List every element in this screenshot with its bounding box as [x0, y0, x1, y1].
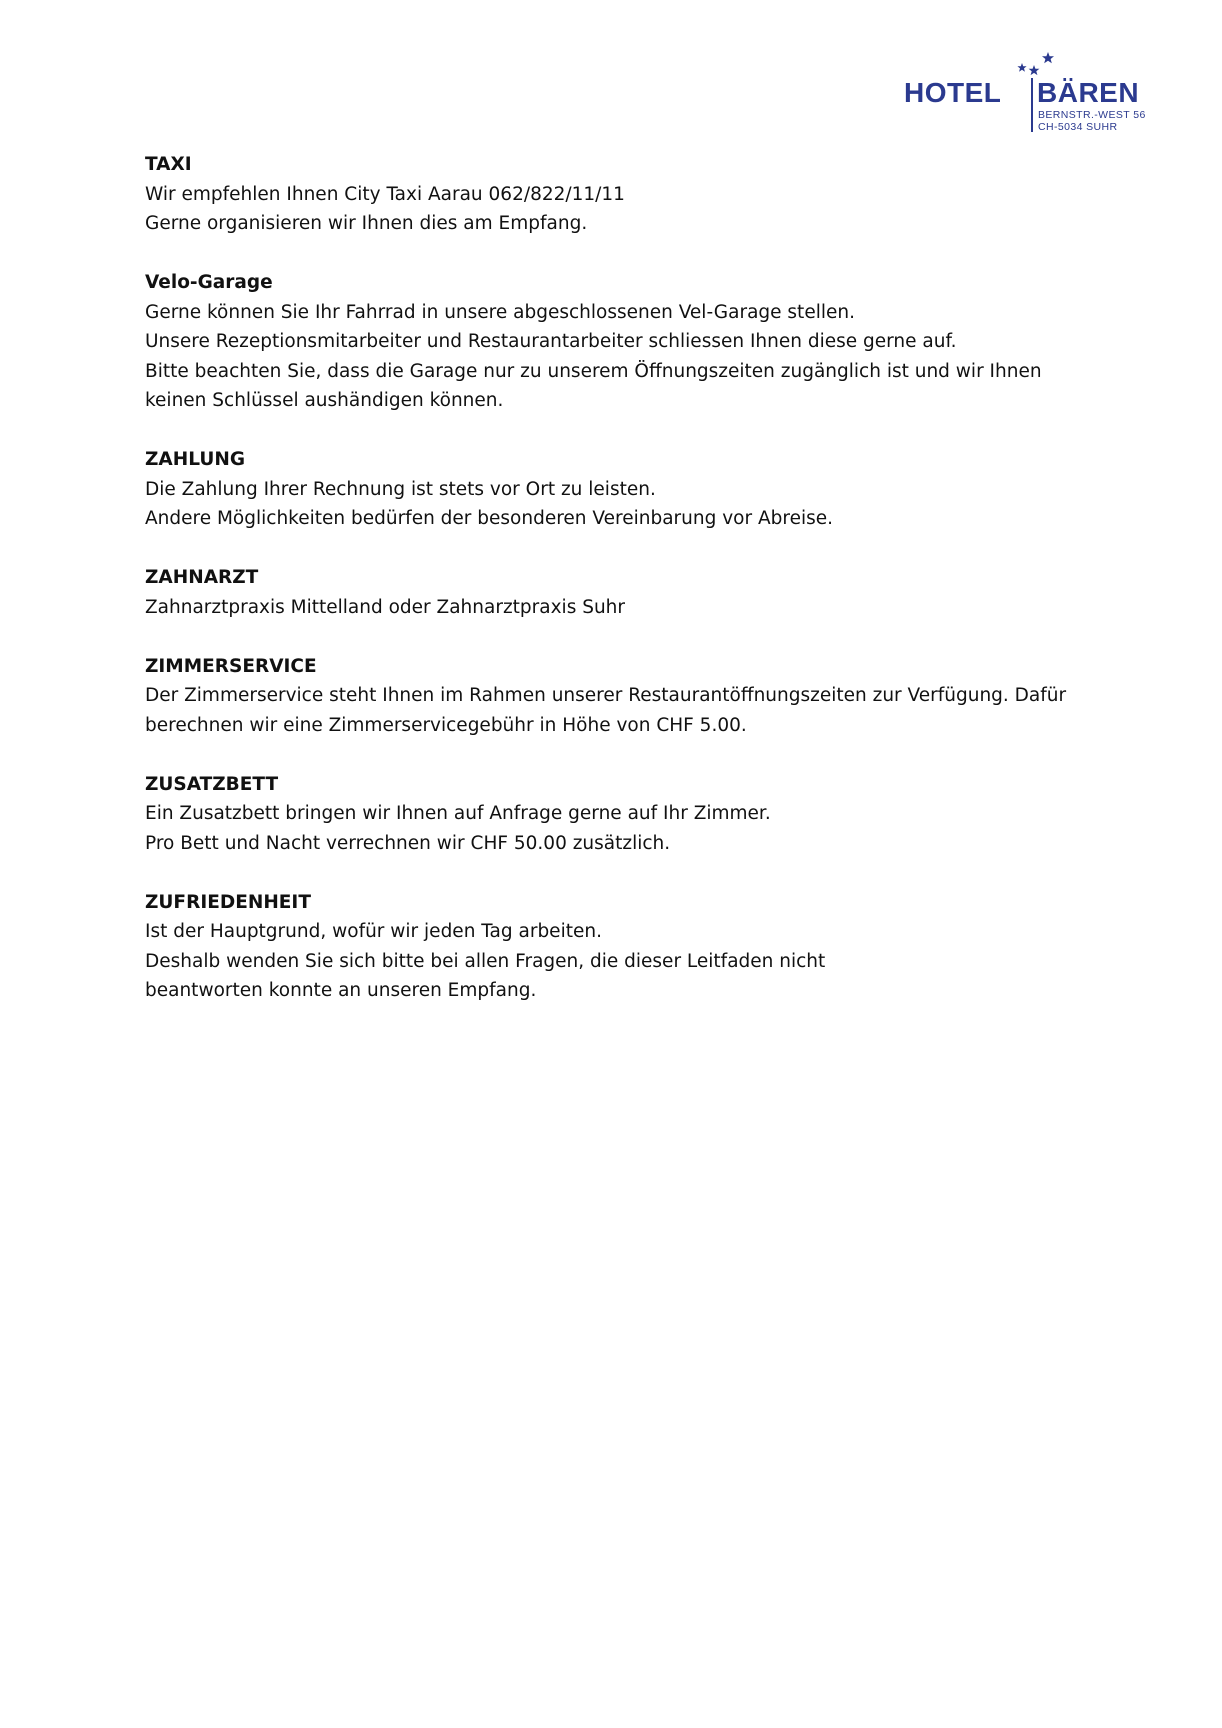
- text-line: Unsere Rezeptionsmitarbeiter und Restaurantarbeiter schliessen Ihnen diese gerne auf.: [145, 331, 957, 352]
- section-heading: ZUSATZBETT: [145, 773, 279, 795]
- section-heading: TAXI: [145, 154, 192, 175]
- text-line: Andere Möglichkeiten bedürfen der besonderen Vereinbarung vor Abreise.: [145, 508, 833, 529]
- star-icon: [1017, 63, 1026, 72]
- text-line: Bitte beachten Sie, dass die Garage nur zu unserem Öffnungszeiten zugänglich ist und wir Ihnen: [145, 360, 1042, 382]
- section-zahlung: [145, 445, 1075, 534]
- hotel-logo: [900, 48, 1180, 138]
- text-line: Ist der Hauptgrund, wofür wir jeden Tag arbeiten.: [145, 921, 602, 942]
- text-line: Gerne organisieren wir Ihnen dies am Empfang.: [145, 213, 588, 234]
- section-heading: Velo-Garage: [145, 272, 273, 293]
- text-line: Zahnarztpraxis Mittelland oder Zahnarztpraxis Suhr: [145, 596, 626, 618]
- section-zusatzbett: [145, 770, 1075, 859]
- section-taxi: [145, 150, 1075, 239]
- section-heading: ZAHNARZT: [145, 567, 259, 588]
- text-line: Ein Zusatzbett bringen wir Ihnen auf Anfrage gerne auf Ihr Zimmer.: [145, 803, 771, 824]
- section-text: [145, 475, 1075, 534]
- section-heading: ZIMMERSERVICE: [145, 655, 317, 677]
- section-text: [145, 298, 1075, 416]
- section-text: [145, 593, 1075, 623]
- logo-address-street: BERNSTR.-WEST 56: [1038, 109, 1146, 121]
- text-line: Deshalb wenden Sie sich bitte bei allen Fragen, die dieser Leitfaden nicht: [145, 950, 826, 972]
- section-zahnarzt: [145, 563, 1075, 622]
- logo-divider: [1031, 78, 1033, 132]
- text-line: Gerne können Sie Ihr Fahrrad in unsere abgeschlossenen Vel-Garage stellen.: [145, 301, 855, 323]
- text-line: beantworten konnte an unseren Empfang.: [145, 980, 537, 1001]
- text-line: Die Zahlung Ihrer Rechnung ist stets vor Ort zu leisten.: [145, 478, 656, 500]
- star-icon: [1042, 52, 1054, 63]
- section-text: [145, 799, 1075, 858]
- text-line: berechnen wir eine Zimmerservicegebühr in Höhe von CHF 5.00.: [145, 714, 747, 736]
- logo-address-city: CH-5034 SUHR: [1038, 121, 1118, 133]
- document-body: [145, 150, 1075, 1035]
- section-heading: ZAHLUNG: [145, 449, 246, 470]
- section-zimmerservice: [145, 652, 1075, 741]
- section-text: [145, 917, 1075, 1006]
- section-heading: ZUFRIEDENHEIT: [145, 891, 311, 913]
- section-text: [145, 681, 1075, 740]
- text-line: Der Zimmerservice steht Ihnen im Rahmen unserer Restaurantöffnungszeiten zur Verfügung. Dafür: [145, 685, 1067, 706]
- text-line: keinen Schlüssel aushändigen können.: [145, 390, 504, 411]
- text-line: Wir empfehlen Ihnen City Taxi Aarau 062/822/11/11: [145, 183, 625, 205]
- star-icon: [1029, 65, 1040, 75]
- section-velo-garage: [145, 268, 1075, 416]
- text-line: Pro Bett und Nacht verrechnen wir CHF 50.00 zusätzlich.: [145, 832, 671, 854]
- section-text: [145, 180, 1075, 239]
- logo-word-hotel: HOTEL: [904, 77, 1002, 108]
- logo-word-baeren: BÄREN: [1037, 77, 1140, 108]
- section-zufriedenheit: [145, 888, 1075, 1006]
